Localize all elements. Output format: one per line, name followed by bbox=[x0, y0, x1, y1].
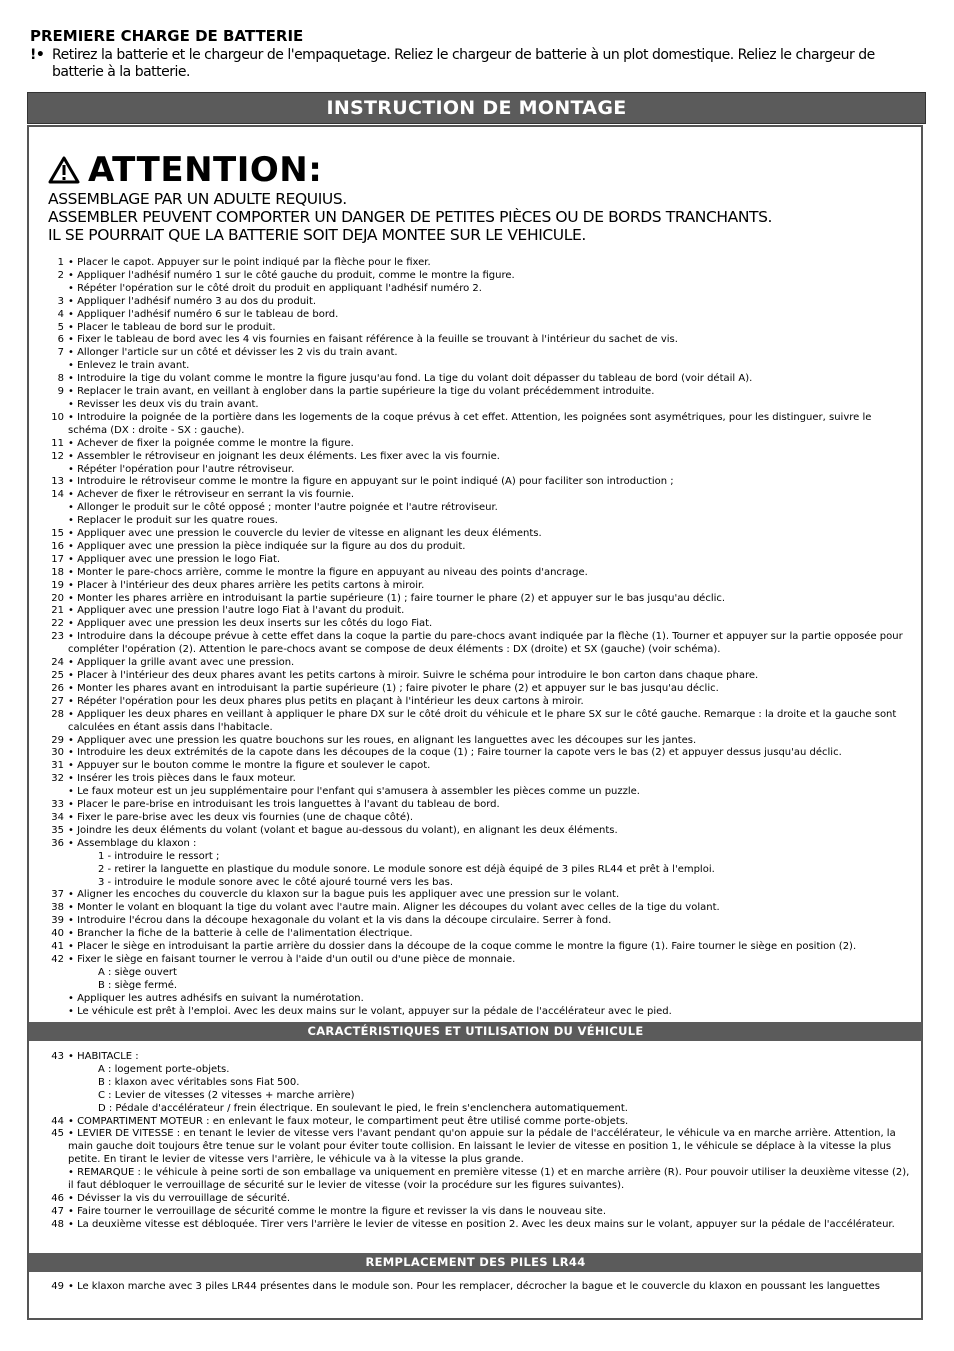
step-row bbox=[40, 799, 910, 812]
step-number: 15 bbox=[51, 528, 64, 540]
step-number: 35 bbox=[51, 824, 64, 836]
step-number: 30 bbox=[51, 747, 64, 759]
step-row bbox=[40, 618, 910, 631]
step-text: • Le faux moteur est un jeu supplémentaire pour l'enfant qui s'amusera à assembler les pièces comme un puzzle. bbox=[68, 786, 640, 798]
step-number: 27 bbox=[51, 695, 64, 707]
step-number: 47 bbox=[51, 1205, 64, 1217]
step-text: • Placer à l'intérieur des deux phares arrière les petits cartons à miroir. bbox=[68, 579, 425, 591]
step-text: • Répéter l'opération pour les deux phares plus petits en plaçant à l'intérieur les deux cartons à miroir. bbox=[68, 695, 584, 707]
step-number: 36 bbox=[51, 837, 64, 849]
step-text: • Appliquer la grille avant avec une pression. bbox=[68, 657, 295, 669]
step-number: 18 bbox=[51, 566, 64, 578]
battery-charge-text: Retirez la batterie et le chargeur de l'empaquetage. Reliez le chargeur de batterie à un plot domestique. Reliez le chargeur de batterie à la batterie. bbox=[52, 47, 875, 80]
step-number bbox=[40, 786, 68, 799]
step-text: C : Levier de vitesses (2 vitesses + marche arrière) bbox=[98, 1089, 355, 1101]
step-text: • Fixer le pare-brise avec les deux vis fournies (une de chaque côté). bbox=[68, 811, 414, 823]
step-text: • La deuxième vitesse est débloquée. Tirer vers l'arrière le levier de vitesse en position 2. Avec les deux mains sur le volant, appuyer sur la pédale de l'accélérateur. bbox=[68, 1218, 895, 1230]
step-number: 13 bbox=[51, 476, 64, 488]
step-number bbox=[40, 877, 68, 890]
step-row bbox=[40, 1206, 910, 1219]
attention-heading bbox=[48, 150, 772, 190]
step-number bbox=[40, 1064, 68, 1077]
step-row bbox=[40, 1064, 910, 1077]
step-number: 9 bbox=[57, 386, 64, 398]
step-text: • Placer le pare-brise en introduisant les trois languettes à l'avant du tableau de bord. bbox=[68, 799, 500, 811]
step-text: • LEVIER DE VITESSE : en tenant le levier de vitesse vers l'avant pendant qu'on appuie sur la pédale de l'accélérateur, le véhicule va en marche arrière. Attention, la main gauche doit toujours être tenue sur le volant pour éviter toute collision. En laissant le levier de vitesse en position 1, le véhicule se déplace à la vitesse la plus petite. En tirant le levier de vitesse vers l'arrière, le véhicule va à la vitesse la plus grande. bbox=[68, 1128, 896, 1166]
step-text: • COMPARTIMENT MOTEUR : en enlevant le faux moteur, le compartiment peut être utilisé comme porte-objets. bbox=[68, 1115, 629, 1127]
step-text: • Appuyer sur le bouton comme le montre la figure et soulever le capot. bbox=[68, 760, 431, 772]
step-row bbox=[40, 605, 910, 618]
step-number bbox=[40, 464, 68, 477]
step-row bbox=[40, 967, 910, 980]
step-row bbox=[40, 580, 910, 593]
step-text: • Dévisser la vis du verrouillage de sécurité. bbox=[68, 1192, 291, 1204]
step-row bbox=[40, 412, 910, 438]
step-row bbox=[40, 683, 910, 696]
step-number: 44 bbox=[51, 1115, 64, 1127]
step-row bbox=[40, 502, 910, 515]
step-text: • Placer le capot. Appuyer sur le point indiqué par la flèche pour le fixer. bbox=[68, 257, 431, 268]
step-number: 38 bbox=[51, 902, 64, 914]
step-text: • Introduire la poignée de la portière dans les logements de la coque prévus à cet effet. Attention, les poignées sont asymétriques, pour les distinguer, suivre le schéma (DX : droite - SX : gauche). bbox=[68, 411, 872, 436]
step-number: 11 bbox=[51, 437, 64, 449]
step-number bbox=[40, 360, 68, 373]
step-number bbox=[40, 515, 68, 528]
step-row bbox=[40, 1103, 910, 1116]
step-text: • Replacer le produit sur les quatre roues. bbox=[68, 515, 278, 527]
step-number: 29 bbox=[51, 734, 64, 746]
step-text: 2 - retirer la languette en plastique du module sonore. Le module sonore est déjà équipé de 3 piles RL44 et prêt à l'emploi. bbox=[98, 863, 715, 875]
step-number bbox=[40, 502, 68, 515]
step-number: 34 bbox=[51, 811, 64, 823]
step-row bbox=[40, 347, 910, 360]
step-number: 16 bbox=[51, 540, 64, 552]
step-row bbox=[40, 786, 910, 799]
step-row bbox=[40, 735, 910, 748]
step-row bbox=[40, 696, 910, 709]
attention-line-2: ASSEMBLER PEUVENT COMPORTER UN DANGER DE PETITES PIÈCES OU DE BORDS TRANCHANTS. bbox=[48, 208, 773, 226]
step-row bbox=[40, 993, 910, 1006]
step-row bbox=[40, 889, 910, 902]
step-row bbox=[40, 270, 910, 283]
step-number: 14 bbox=[51, 489, 64, 501]
step-number: 20 bbox=[51, 592, 64, 604]
step-number: 46 bbox=[51, 1192, 64, 1204]
step-row bbox=[40, 360, 910, 373]
step-number: 22 bbox=[51, 618, 64, 630]
step-number: 4 bbox=[57, 308, 64, 320]
step-number bbox=[40, 864, 68, 877]
step-row bbox=[40, 954, 910, 967]
step-row bbox=[40, 528, 910, 541]
step-number: 45 bbox=[51, 1128, 64, 1140]
step-text: • Placer à l'intérieur des deux phares avant les petits cartons à miroir. Suivre le schéma pour introduire le bon carton dans chaque phare. bbox=[68, 670, 759, 681]
step-row bbox=[40, 1167, 910, 1193]
step-text: • Répéter l'opération sur le côté droit du produit en appliquant l'adhésif numéro 2. bbox=[68, 282, 482, 294]
step-text: • REMARQUE : le véhicule à peine sorti de son emballage va uniquement en première vitesse (1) et en marche arrière (R). Pour pouvoir utiliser la deuxième vitesse (2), il faut débloquer le verrouillage de sécurité sur le levier de vitesse (voir la procédure sur les figures suivantes). bbox=[68, 1167, 910, 1192]
step-text: • Introduire la tige du volant comme le montre la figure jusqu'au fond. La tige du volant doit dépasser du tableau de bord (voir détail A). bbox=[68, 373, 753, 385]
step-text: B : klaxon avec véritables sons Fiat 500. bbox=[98, 1076, 300, 1088]
step-text: • Appliquer avec une pression les deux inserts sur les côtés du logo Fiat. bbox=[68, 618, 433, 630]
step-text: • Revisser les deux vis du train avant. bbox=[68, 398, 259, 410]
step-number: 2 bbox=[57, 269, 64, 281]
step-number bbox=[40, 967, 68, 980]
vehicle-features-list bbox=[40, 1051, 910, 1232]
step-text: • Faire tourner le verrouillage de sécurité comme le montre la figure et revisser la vis dans le nouveau site. bbox=[68, 1205, 607, 1217]
step-row bbox=[40, 451, 910, 464]
step-text: • Appliquer l'adhésif numéro 1 sur le côté gauche du produit, comme le montre la figure. bbox=[68, 269, 515, 281]
step-row bbox=[40, 928, 910, 941]
step-row bbox=[40, 1281, 910, 1294]
step-number: 6 bbox=[57, 334, 64, 346]
step-text: • Achever de fixer la poignée comme le montre la figure. bbox=[68, 437, 354, 449]
step-row bbox=[40, 1051, 910, 1064]
step-row bbox=[40, 438, 910, 451]
step-row bbox=[40, 825, 910, 838]
step-number: 10 bbox=[51, 411, 64, 423]
step-row bbox=[40, 296, 910, 309]
step-text: • Appliquer l'adhésif numéro 6 sur le tableau de bord. bbox=[68, 308, 339, 320]
step-text: • Joindre les deux éléments du volant (volant et bague au-dessous du volant), en alignant les deux éléments. bbox=[68, 824, 618, 836]
step-text: • Aligner les encoches du couvercle du klaxon sur la bague puis les appliquer avec une pression sur le volant. bbox=[68, 889, 620, 901]
step-row bbox=[40, 760, 910, 773]
step-text: • Achever de fixer le rétroviseur en serrant la vis fournie. bbox=[68, 489, 355, 501]
step-number: 25 bbox=[51, 670, 64, 681]
step-text: 3 - introduire le module sonore avec le côté ajouré tourné vers les bas. bbox=[98, 876, 454, 888]
battery-charge-text-block bbox=[30, 47, 910, 81]
step-text: • Assemblage du klaxon : bbox=[68, 837, 197, 849]
step-number: 37 bbox=[51, 889, 64, 901]
step-number: 49 bbox=[51, 1281, 64, 1292]
step-row bbox=[40, 980, 910, 993]
warning-triangle-icon bbox=[48, 156, 80, 184]
step-number: 3 bbox=[57, 295, 64, 307]
step-text: • Enlevez le train avant. bbox=[68, 360, 190, 372]
step-text: • Allonger le produit sur le côté opposé ; monter l'autre poignée et l'autre rétroviseur. bbox=[68, 502, 498, 514]
step-number bbox=[40, 283, 68, 296]
step-row bbox=[40, 747, 910, 760]
step-number: 32 bbox=[51, 773, 64, 785]
step-row bbox=[40, 257, 910, 270]
step-number bbox=[40, 1103, 68, 1116]
step-text: • Assembler le rétroviseur en joignant les deux éléments. Les fixer avec la vis fournie. bbox=[68, 450, 500, 462]
step-text: • Appliquer l'adhésif numéro 3 au dos du produit. bbox=[68, 295, 317, 307]
step-number: 19 bbox=[51, 579, 64, 591]
step-text: • Monter les phares avant en introduisant la partie supérieure (1) ; faire pivoter le phare (2) et appuyer sur le bas jusqu'au déclic. bbox=[68, 682, 719, 694]
step-text: • Fixer le siège en faisant tourner le verrou à l'aide d'un outil ou d'une pièce de monnaie. bbox=[68, 953, 516, 965]
vehicle-features-header: CARACTÉRISTIQUES ET UTILISATION DU VÉHICULE bbox=[29, 1022, 922, 1041]
step-row bbox=[40, 593, 910, 606]
step-text: • Le klaxon marche avec 3 piles LR44 présentes dans le module son. Pour les remplacer, décrocher la bague et le couvercle du klaxon en poussant les languettes bbox=[68, 1281, 881, 1292]
step-text: A : logement porte-objets. bbox=[98, 1063, 230, 1075]
step-number: 28 bbox=[51, 708, 64, 720]
step-row bbox=[40, 709, 910, 735]
step-row bbox=[40, 902, 910, 915]
step-row bbox=[40, 915, 910, 928]
warning-marker: !• bbox=[30, 47, 45, 63]
step-number: 8 bbox=[57, 373, 64, 385]
step-number: 7 bbox=[57, 347, 64, 359]
step-text: • Introduire les deux extrémités de la capote dans les découpes de la coque (1) ; Faire tourner la capote vers le bas (2) et appuyer dessus jusqu'au déclic. bbox=[68, 747, 842, 759]
step-row bbox=[40, 515, 910, 528]
step-text: 1 - introduire le ressort ; bbox=[98, 850, 220, 862]
step-row bbox=[40, 1077, 910, 1090]
step-row bbox=[40, 373, 910, 386]
step-text: • Appliquer les deux phares en veillant à appliquer le phare DX sur le côté droit du véhicule et le phare SX sur le côté gauche. Remarque : la droite et la gauche sont calculées en étant assis dans l'habitacle. bbox=[68, 708, 897, 733]
step-row bbox=[40, 334, 910, 347]
battery-charge-section bbox=[30, 27, 910, 81]
step-row bbox=[40, 386, 910, 399]
step-number: 26 bbox=[51, 682, 64, 694]
step-number bbox=[40, 980, 68, 993]
step-number: 12 bbox=[51, 450, 64, 462]
step-number: 42 bbox=[51, 953, 64, 965]
step-text: • Appliquer avec une pression l'autre logo Fiat à l'avant du produit. bbox=[68, 605, 405, 617]
step-text: • Introduire l'écrou dans la découpe hexagonale du volant et la vis dans la découpe circulaire. Serrer à fond. bbox=[68, 915, 612, 927]
step-number bbox=[40, 399, 68, 412]
step-number: 33 bbox=[51, 799, 64, 811]
step-row bbox=[40, 1090, 910, 1103]
step-text: A : siège ouvert bbox=[98, 966, 177, 978]
step-number: 1 bbox=[57, 257, 64, 268]
step-text: • Appliquer avec une pression le couvercle du levier de vitesse en alignant les deux éléments. bbox=[68, 528, 542, 540]
step-row bbox=[40, 464, 910, 477]
step-row bbox=[40, 1219, 910, 1232]
step-row bbox=[40, 283, 910, 296]
attention-line-1: ASSEMBLAGE PAR UN ADULTE REQUIUS. bbox=[48, 190, 347, 208]
battery-replacement-header: REMPLACEMENT DES PILES LR44 bbox=[29, 1253, 922, 1272]
step-number bbox=[40, 851, 68, 864]
step-number bbox=[40, 1090, 68, 1103]
step-text: • Replacer le train avant, en veillant à englober dans la partie supérieure la tige du volant précédemment introduite. bbox=[68, 386, 655, 398]
attention-title: ATTENTION: bbox=[88, 150, 323, 190]
step-row bbox=[40, 851, 910, 864]
step-text: • Monter le pare-chocs arrière, comme le montre la figure en appuyant au niveau des points d'ancrage. bbox=[68, 566, 588, 578]
attention-line-3: IL SE POURRAIT QUE LA BATTERIE SOIT DEJA MONTEE SUR LE VEHICULE. bbox=[48, 226, 586, 244]
step-row bbox=[40, 773, 910, 786]
step-text: • Brancher la fiche de la batterie à celle de l'alimentation électrique. bbox=[68, 928, 413, 940]
step-number bbox=[40, 993, 68, 1006]
step-row bbox=[40, 1116, 910, 1129]
step-row bbox=[40, 309, 910, 322]
attention-block bbox=[48, 150, 772, 244]
step-number: 23 bbox=[51, 631, 64, 643]
step-row bbox=[40, 812, 910, 825]
step-text: • Fixer le tableau de bord avec les 4 vis fournies en faisant référence à la feuille se trouvant à l'intérieur du sachet de vis. bbox=[68, 334, 678, 346]
step-row bbox=[40, 877, 910, 890]
step-row bbox=[40, 399, 910, 412]
step-text: • Insérer les trois pièces dans le faux moteur. bbox=[68, 773, 296, 785]
step-row bbox=[40, 476, 910, 489]
step-number: 17 bbox=[51, 553, 64, 565]
step-row bbox=[40, 489, 910, 502]
step-number bbox=[40, 1167, 68, 1193]
battery-charge-title: PREMIERE CHARGE DE BATTERIE bbox=[30, 27, 304, 45]
step-number: 24 bbox=[51, 657, 64, 669]
step-row bbox=[40, 670, 910, 683]
step-text: • Introduire le rétroviseur comme le montre la figure en appuyant sur le point indiqué (A) pour faciliter son introduction ; bbox=[68, 476, 674, 488]
step-text: • Le véhicule est prêt à l'emploi. Avec les deux mains sur le volant, appuyer sur la pédale de l'accélérateur avec le pied. bbox=[68, 1005, 672, 1017]
step-text: • Appliquer avec une pression le logo Fiat. bbox=[68, 553, 281, 565]
step-row bbox=[40, 1006, 910, 1019]
step-number: 5 bbox=[57, 321, 64, 333]
step-text: • Introduire dans la découpe prévue à cette effet dans la coque la partie du pare-chocs avant indiquée par la flèche (1). Tourner et appuyer sur la partie opposée pour compléter l'opération (2). Attention le pare-chocs avant se compose de deux éléments : DX (droite) et SX (gauche) (voir schéma). bbox=[68, 631, 903, 656]
step-row bbox=[40, 864, 910, 877]
step-row bbox=[40, 567, 910, 580]
step-row bbox=[40, 657, 910, 670]
step-text: • Monter les phares arrière en introduisant la partie supérieure (1) ; faire tourner le phare (2) et appuyer sur le bas jusqu'au déclic. bbox=[68, 592, 726, 604]
step-text: • Placer le siège en introduisant la partie arrière du dossier dans la découpe de la coque comme le montre la figure (1). Faire tourner le siège en position (2). bbox=[68, 941, 857, 953]
step-number: 41 bbox=[51, 941, 64, 953]
step-number bbox=[40, 1006, 68, 1019]
assembly-steps-list bbox=[40, 257, 910, 1018]
step-row bbox=[40, 838, 910, 851]
step-row bbox=[40, 322, 910, 335]
step-text: • HABITACLE : bbox=[68, 1051, 139, 1062]
step-text: • Monter le volant en bloquant la tige du volant avec l'autre main. Aligner les découpes du volant avec celles de la tige du volant. bbox=[68, 902, 720, 914]
step-text: • Répéter l'opération pour l'autre rétroviseur. bbox=[68, 463, 295, 475]
step-text: • Appliquer avec une pression la pièce indiquée sur la figure au dos du produit. bbox=[68, 540, 466, 552]
step-row bbox=[40, 541, 910, 554]
step-number: 43 bbox=[51, 1051, 64, 1062]
step-number: 48 bbox=[51, 1218, 64, 1230]
step-number bbox=[40, 1077, 68, 1090]
step-row bbox=[40, 1128, 910, 1167]
step-text: • Appliquer les autres adhésifs en suivant la numérotation. bbox=[68, 992, 364, 1004]
step-number: 31 bbox=[51, 760, 64, 772]
step-row bbox=[40, 554, 910, 567]
step-text: D : Pédale d'accélérateur / frein électrique. En soulevant le pied, le frein s'enclenchera automatiquement. bbox=[98, 1102, 628, 1114]
step-row bbox=[40, 631, 910, 657]
step-text: • Placer le tableau de bord sur le produit. bbox=[68, 321, 276, 333]
assembly-instructions-banner: INSTRUCTION DE MONTAGE bbox=[27, 92, 926, 124]
step-number: 21 bbox=[51, 605, 64, 617]
step-text: • Allonger l'article sur un côté et dévisser les 2 vis du train avant. bbox=[68, 347, 398, 359]
step-text: • Appliquer avec une pression les quatre bouchons sur les roues, en alignant les languettes avec les découpes sur les jantes. bbox=[68, 734, 697, 746]
step-number: 39 bbox=[51, 915, 64, 927]
step-row bbox=[40, 941, 910, 954]
step-text: B : siège fermé. bbox=[98, 979, 178, 991]
step-row bbox=[40, 1193, 910, 1206]
battery-replacement-list bbox=[40, 1281, 910, 1294]
step-number: 40 bbox=[51, 928, 64, 940]
